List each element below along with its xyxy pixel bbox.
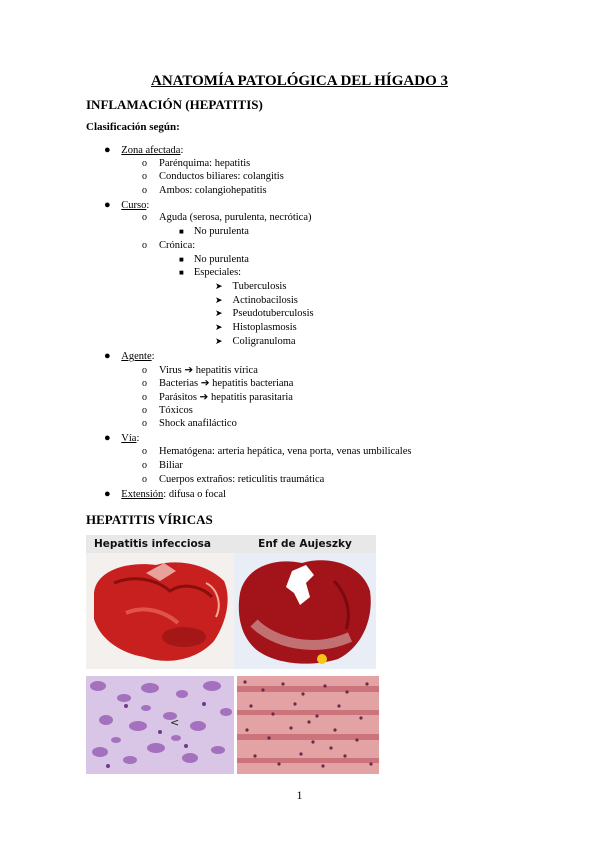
classification-colon: : [176,121,180,133]
list-item [142,446,411,457]
colon: : [151,351,155,362]
list-item [142,377,293,389]
agente-item: Bacterias [159,378,199,389]
liver-image [86,553,234,669]
square-bullet-icon: ■ [179,255,184,264]
extension-label: Extensión [121,489,164,500]
pointer-glyph: < [170,716,180,729]
circle-bullet-icon: o [142,185,147,196]
list-item [142,185,267,196]
circle-bullet-icon: o [142,405,147,416]
list-item [215,336,296,347]
square-bullet-icon: ■ [179,268,184,277]
especial-item: Tuberculosis [232,281,287,292]
figure-liver-canine-hepatitis [86,535,234,669]
arrow-bullet-icon: ➤ [215,336,223,346]
list-item-via [104,432,139,444]
list-item [179,226,249,237]
classification-label: Clasificación según [86,121,177,133]
circle-bullet-icon: o [142,378,147,389]
curso-aguda-sub: No purulenta [193,226,249,237]
list-item-zona [104,144,183,156]
bullet-icon: ● [104,350,111,362]
especial-item: Coligranuloma [232,336,296,347]
right-arrow-icon: ➔ [184,365,194,376]
bullet-icon: ● [104,144,111,156]
histology-image [237,676,379,774]
list-item [142,460,183,471]
agente-item: Parásitos [159,392,197,403]
arrow-bullet-icon: ➤ [215,281,223,291]
extension-text: : difusa o focal [163,489,226,500]
list-item-agente [104,350,155,362]
zona-label: Zona afectada [121,145,181,156]
figure-histology-right [237,676,379,774]
list-item [215,295,298,306]
figure-caption-right: Enf de Aujeszky [234,535,376,553]
colon: : [146,200,150,211]
list-item [142,364,258,376]
circle-bullet-icon: o [142,418,147,429]
circle-bullet-icon: o [142,240,147,251]
classification-heading [86,121,180,133]
list-item [215,322,297,333]
list-item [142,474,324,485]
curso-cronica-sub: Especiales: [193,267,242,278]
circle-bullet-icon: o [142,171,147,182]
bullet-icon: ● [104,432,111,444]
figure-histology-left [86,676,234,774]
square-bullet-icon: ■ [179,227,184,236]
agente-item: Tóxicos [159,405,193,416]
right-arrow-icon: ➔ [200,378,210,389]
via-item: Hematógena: arteria hepática, vena porta, venas umbilicales [159,446,412,457]
list-item [179,254,249,265]
via-label: Vía [121,433,137,444]
section-heading-inflamacion: INFLAMACIÓN (HEPATITIS) [86,97,263,112]
list-item [179,267,241,278]
circle-bullet-icon: o [142,212,147,223]
zona-item: Ambos: colangiohepatitis [159,185,267,196]
circle-bullet-icon: o [142,446,147,457]
figure-caption-left: Hepatitis infecciosa [86,535,234,553]
zona-item: Parénquima: hepatitis [159,158,251,169]
right-arrow-icon: ➔ [199,392,209,403]
page-number: 1 [296,788,303,802]
colon: : [180,145,184,156]
especial-item: Pseudotuberculosis [232,308,314,319]
especial-item: Actinobacilosis [232,295,298,306]
curso-cronica: Crónica: [159,240,196,251]
curso-aguda: Aguda (serosa, purulenta, necrótica) [159,212,312,223]
bullet-icon: ● [104,199,111,211]
via-item: Biliar [159,460,183,471]
list-item-curso [104,199,149,211]
agente-result: hepatitis bacteriana [212,378,294,389]
zona-item: Conductos biliares: colangitis [159,171,284,182]
circle-bullet-icon: o [142,474,147,485]
list-item [142,405,193,416]
circle-bullet-icon: o [142,392,147,403]
agente-label: Agente [121,351,152,362]
list-item [142,158,250,169]
especial-item: Histoplasmosis [232,322,297,333]
section-heading-hepatitis-viricas: HEPATITIS VÍRICAS [86,512,213,527]
list-item [215,281,286,292]
agente-result: hepatitis parasitaria [210,392,293,403]
circle-bullet-icon: o [142,365,147,376]
circle-bullet-icon: o [142,460,147,471]
agente-item: Virus [159,365,182,376]
list-item [142,212,311,223]
circle-bullet-icon: o [142,158,147,169]
curso-cronica-sub: No purulenta [193,254,249,265]
colon: : [136,433,140,444]
bullet-icon: ● [104,488,111,500]
list-item-extension [104,488,226,500]
list-item [215,308,314,319]
page-title: ANATOMÍA PATOLÓGICA DEL HÍGADO 3 [151,73,448,89]
arrow-bullet-icon: ➤ [215,295,223,305]
list-item [142,418,237,429]
figure-liver-aujeszky [234,535,376,669]
list-item [142,240,195,251]
histology-image [86,676,234,774]
curso-label: Curso [121,200,147,211]
via-item: Cuerpos extraños: reticulitis traumática [159,474,325,485]
list-item [142,171,284,182]
agente-result: hepatitis vírica [195,365,258,376]
arrow-bullet-icon: ➤ [215,308,223,318]
liver-image [234,553,376,669]
agente-item: Shock anafiláctico [159,418,237,429]
arrow-bullet-icon: ➤ [215,322,223,332]
list-item [142,391,293,403]
